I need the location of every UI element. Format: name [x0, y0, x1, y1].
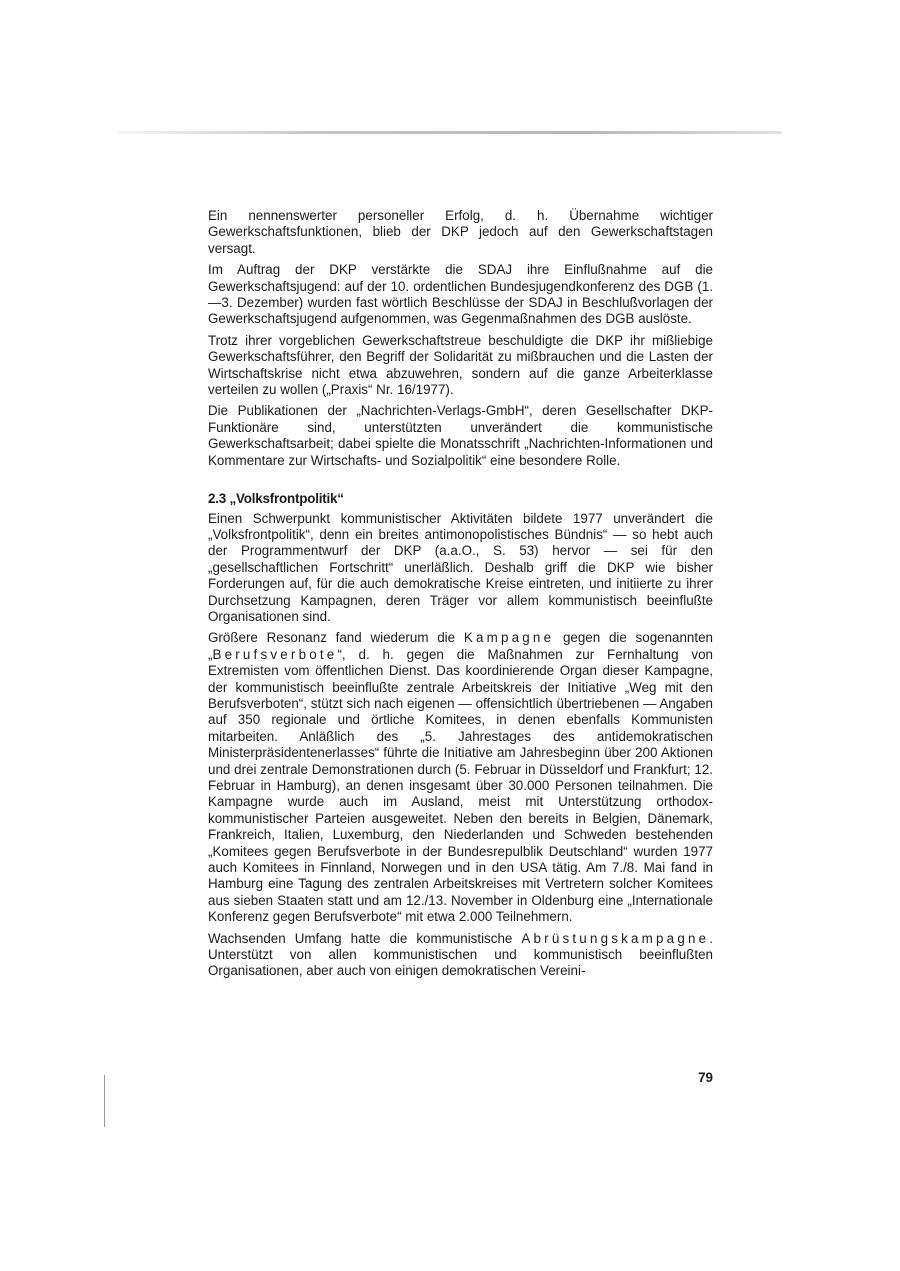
- spaced-emphasis: Berufsverbote: [212, 646, 338, 662]
- page-edge-line: [104, 1075, 105, 1127]
- text-run: . Unterstützt von allen kommunistischen und kommunistisch beeinflußten Organisationen, aber auch von einigen demokratischen Vereini-: [208, 930, 713, 979]
- paragraph: Die Publikationen der „Nachrichten-Verlags-GmbH“, deren Gesellschafter DKP-Funktionäre sind, unterstützten unverändert die kommunistische Gewerkschaftsarbeit; dabei spielte die Monatsschrift „Nachrichten-Informationen und Kommentare zur Wirtschafts- und Sozialpolitik“ eine besondere Rolle.: [208, 403, 713, 468]
- page-edge-shadow: [118, 131, 782, 134]
- paragraph: Trotz ihrer vorgeblichen Gewerkschaftstreue beschuldigte die DKP ihr mißliebige Gewerkschaftsführer, den Begriff der Solidarität zu mißbrauchen und die Lasten der Wirtschaftskrise nicht etwa abzuwehren, sondern auf die ganze Arbeiterklasse verteilen zu wollen („Praxis“ Nr. 16/1977).: [208, 332, 713, 398]
- paragraph-kampagne: [208, 630, 713, 925]
- paragraph-abruestung: [208, 931, 713, 980]
- text-run: gegen die sogenannten „: [208, 630, 713, 662]
- text-run: “, d. h. gegen die Maßnahmen zur Fernhaltung von Extremisten vom öffentlichen Dienst. Das koordinierende Organ dieser Kampagne, der kommunistisch beeinflußte zentrale Arbeitskreis der Initiative „Weg mit den Berufsverboten“, stützt sich nach eigenen — offensichtlich übertriebenen — Angaben auf 350 regionale und örtliche Komitees, in denen ebenfalls Kommunisten mitarbeiten. Anläßlich des „5. Jahrestages des antidemokratischen Ministerpräsidentenerlasses“ führte die Initiative am Jahresbeginn über 200 Aktionen und drei zentrale Demonstrationen durch (5. Februar in Düsseldorf und Frankfurt; 12. Februar in Hamburg), an denen insgesamt über 30.000 Personen teilnahmen. Die Kampagne wurde auch im Ausland, meist mit Unterstützung orthodox-kommunistischer Parteien ausgeweitet. Neben den bereits in Belgien, Dänemark, Frankreich, Italien, Luxemburg, den Niederlanden und Schweden bestehenden „Komitees gegen Berufsverbote in der Bundesrepulblik Deutschland“ wurden 1977 auch Komitees in Finnland, Norwegen und in den USA tätig. Am 7./8. Mai fand in Hamburg eine Tagung des zentralen Arbeitskreises mit Vertretern solcher Komitees aus sieben Staaten statt und am 12./13. November in Oldenburg eine „Internationale Konferenz gegen Berufsverbote“ mit etwa 2.000 Teilnehmern.: [208, 646, 713, 925]
- section-heading: 2.3 „Volksfrontpolitik“: [208, 491, 344, 507]
- paragraph: Einen Schwerpunkt kommunistischer Aktivitäten bildete 1977 unverändert die „Volksfrontpolitik“, denn ein breites antimonopolistisches Bündnis“ — so hebt auch der Programmentwurf der DKP (a.a.O., S. 53) hervor — sei für den „gesellschaftlichen Fortschritt“ unerläßlich. Deshalb griff die DKP wie bisher Forderungen auf, für die auch demokratische Kreise eintreten, und initiierte zu ihrer Durchsetzung Kampagnen, deren Träger vor allem kommunistisch beeinflußte Organisationen sind.: [208, 510, 713, 624]
- text-run: Größere Resonanz fand wiederum die: [208, 630, 464, 646]
- spaced-emphasis: Kampagne: [463, 630, 555, 646]
- paragraph: Ein nennenswerter personeller Erfolg, d. h. Übernahme wichtiger Gewerkschaftsfunktionen, blieb der DKP jedoch auf den Gewerkschaftstagen versagt.: [208, 208, 713, 256]
- page-number: 79: [698, 1070, 713, 1085]
- text-column: [208, 208, 713, 985]
- paragraph: Im Auftrag der DKP verstärkte die SDAJ ihre Einflußnahme auf die Gewerkschaftsjugend: auf der 10. ordentlichen Bundesjugendkonferenz des DGB (1.—3. Dezember) wurden fast wörtlich Beschlüsse der SDAJ in Beschlußvorlagen der Gewerkschaftsjugend aufgenommen, was Gegenmaßnahmen des DGB auslöste.: [208, 262, 713, 327]
- spaced-emphasis: Abrüstungskampagne: [521, 930, 710, 946]
- text-run: Wachsenden Umfang hatte die kommunistische: [208, 930, 522, 946]
